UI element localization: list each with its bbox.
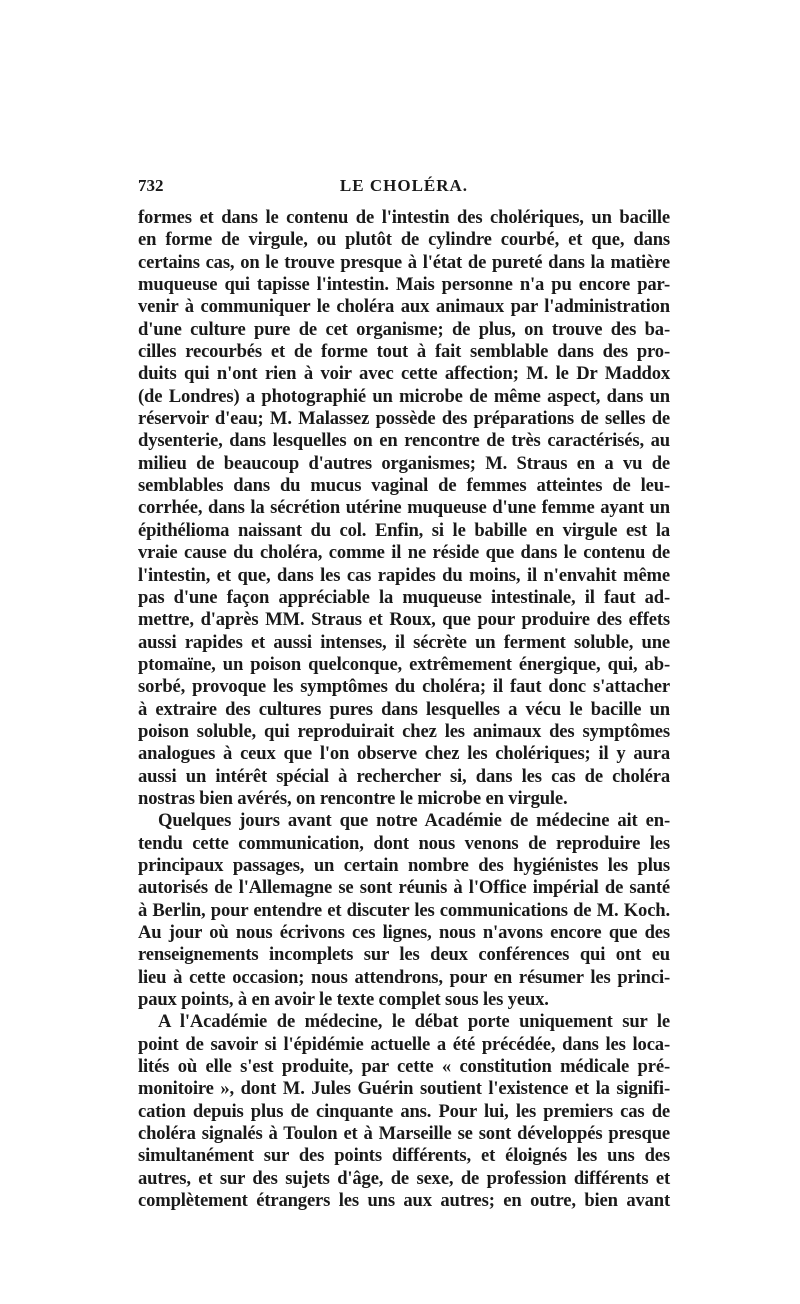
text-line: poison soluble, qui reproduirait chez les animaux des symptômes xyxy=(138,720,670,742)
text-line: autorisés de l'Allemagne se sont réunis à l'Office impérial de santé xyxy=(138,877,670,899)
text-line: paux points, à en avoir le texte complet sous les yeux. xyxy=(138,989,549,1011)
text-line: renseignements incomplets sur les deux conférences qui ont eu xyxy=(138,944,670,966)
text-line: analogues à ceux que l'on observe chez les cholériques; il y aura xyxy=(138,743,670,765)
text-line: principaux passages, un certain nombre des hygiénistes les plus xyxy=(138,854,670,876)
text-line: (de Londres) a photographié un microbe de même aspect, dans un xyxy=(138,385,670,407)
text-line: dysenterie, dans lesquelles on en rencontre de très caractérisés, au xyxy=(138,430,670,452)
text-line: formes et dans le contenu de l'intestin des cholériques, un bacille xyxy=(138,207,670,228)
text-line: Au jour où nous écrivons ces lignes, nous n'avons encore que des xyxy=(138,922,670,943)
running-title: LE CHOLÉRA. xyxy=(339,176,469,195)
text-line: venir à communiquer le choléra aux animaux par l'administration xyxy=(138,296,670,318)
text-line: autres, et sur des sujets d'âge, de sexe, de profession différents et xyxy=(138,1167,670,1189)
text-line: aussi un intérêt spécial à rechercher si, dans les cas de choléra xyxy=(138,765,670,787)
text-line: lités où elle s'est produite, par cette « constitution médicale pré- xyxy=(138,1056,670,1078)
text-line: épithélioma naissant du col. Enfin, si le babille en virgule est la xyxy=(138,519,670,541)
text-line: d'une culture pure de cet organisme; de plus, on trouve des ba- xyxy=(138,318,670,340)
text-line: en forme de virgule, ou plutôt de cylindre courbé, et que, dans xyxy=(138,229,670,251)
text-line: tendu cette communication, dont nous venons de reproduire les xyxy=(138,832,670,854)
text-line: semblables dans du mucus vaginal de femmes atteintes de leu- xyxy=(138,475,670,497)
body-text xyxy=(138,207,670,1212)
text-line: pas d'une façon appréciable la muqueuse intestinale, il faut ad- xyxy=(138,586,670,608)
page-number: 732 xyxy=(138,176,164,195)
text-line: à extraire des cultures pures dans lesquelles a vécu le bacille un xyxy=(138,698,670,720)
text-line: certains cas, on le trouve presque à l'état de pureté dans la matière xyxy=(138,251,670,273)
text-line: corrhée, dans la sécrétion utérine muqueuse d'une femme ayant un xyxy=(138,497,670,519)
text-line: point de savoir si l'épidémie actuelle a été précédée, dans les loca- xyxy=(138,1033,670,1055)
text-line: monitoire », dont M. Jules Guérin soutient l'existence et la signifi- xyxy=(138,1078,670,1100)
text-line: nostras bien avérés, on rencontre le microbe en virgule. xyxy=(138,787,568,809)
text-line: à Berlin, pour entendre et discuter les communications de M. Koch. xyxy=(138,899,670,921)
text-line: vraie cause du choléra, comme il ne réside que dans le contenu de xyxy=(138,542,670,564)
text-line: réservoir d'eau; M. Malassez possède des préparations de selles de xyxy=(138,408,670,430)
text-line: cation depuis plus de cinquante ans. Pour lui, les premiers cas de xyxy=(138,1100,670,1122)
running-head xyxy=(138,176,670,198)
text-line: A l'Académie de médecine, le débat porte uniquement sur le xyxy=(158,1011,670,1033)
text-line: milieu de beaucoup d'autres organismes; M. Straus en a vu de xyxy=(138,452,670,474)
text-line: choléra signalés à Toulon et à Marseille se sont développés presque xyxy=(138,1123,670,1145)
text-line: aussi rapides et aussi intenses, il sécrète un ferment soluble, une xyxy=(138,631,670,653)
text-line: duits qui n'ont rien à voir avec cette affection; M. le Dr Maddox xyxy=(138,363,670,385)
text-line: sorbé, provoque les symptômes du choléra; il faut donc s'attacher xyxy=(138,676,670,698)
text-line: cilles recourbés et de forme tout à fait semblable dans des pro- xyxy=(138,341,670,363)
text-line: muqueuse qui tapisse l'intestin. Mais personne n'a pu encore par- xyxy=(138,274,670,296)
text-line: complètement étrangers les uns aux autres; en outre, bien avant xyxy=(138,1190,670,1212)
text-line: lieu à cette occasion; nous attendrons, pour en résumer les princi- xyxy=(138,966,670,988)
text-line: simultanément sur des points différents, et éloignés les uns des xyxy=(138,1145,670,1167)
text-line: l'intestin, et que, dans les cas rapides du moins, il n'envahit même xyxy=(138,564,670,586)
text-line: mettre, d'après MM. Straus et Roux, que pour produire des effets xyxy=(138,609,670,631)
text-line: ptomaïne, un poison quelconque, extrêmement énergique, qui, ab- xyxy=(138,653,670,675)
text-line: Quelques jours avant que notre Académie de médecine ait en- xyxy=(158,810,670,832)
